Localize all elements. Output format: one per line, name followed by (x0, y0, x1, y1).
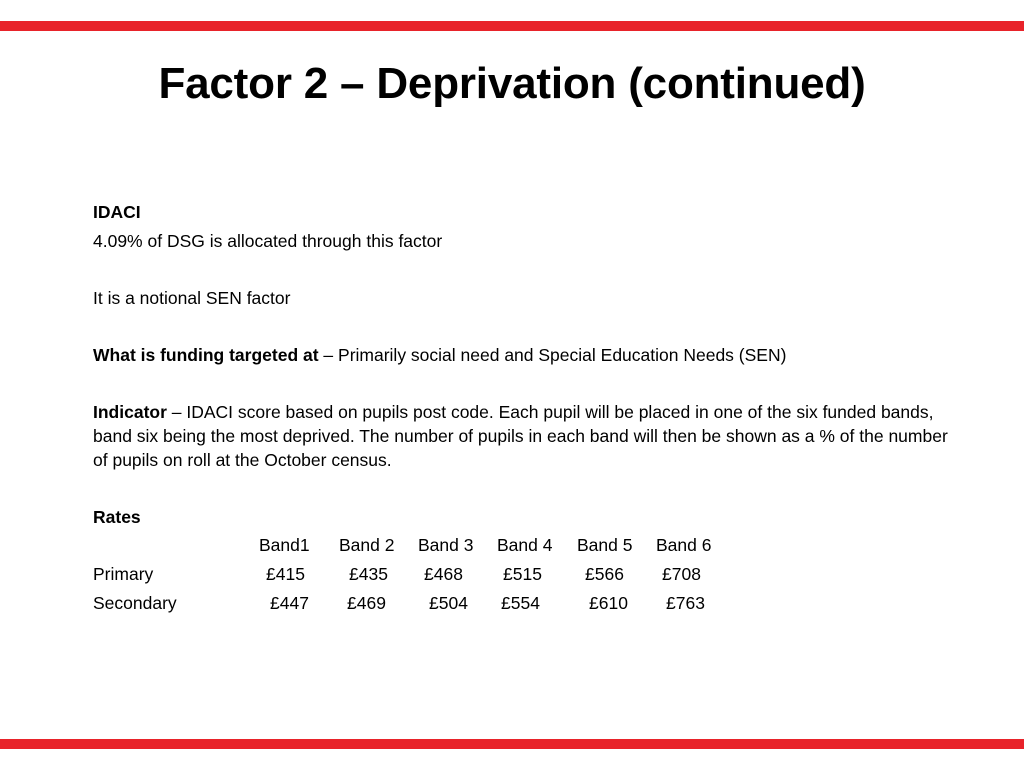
band-header: Band 3 (418, 535, 474, 555)
rates-row-primary (93, 562, 793, 591)
target-text: – Primarily social need and Special Education Needs (SEN) (318, 345, 787, 365)
row-label: Secondary (93, 593, 177, 613)
rate-value: £469 (347, 593, 386, 613)
band-header: Band1 (259, 535, 310, 555)
rate-value: £468 (424, 564, 463, 584)
rate-value: £504 (429, 593, 468, 613)
allocation-text: 4.09% of DSG is allocated through this factor (93, 231, 443, 251)
indicator-paragraph (93, 400, 953, 472)
top-accent-bar (0, 21, 1024, 31)
band-header: Band 6 (656, 535, 712, 555)
rate-value: £415 (266, 564, 305, 584)
rate-value: £566 (585, 564, 624, 584)
target-label: What is funding targeted at (93, 345, 319, 365)
indicator-label: Indicator (93, 402, 167, 422)
rate-value: £708 (662, 564, 701, 584)
rates-heading: Rates (93, 507, 141, 527)
indicator-text: – IDACI score based on pupils post code. Each pupil will be placed in one of the six funded bands, band six being the most deprived. The number of pupils in each band will then be shown as a % of the number of pupils on roll at the October census. (93, 402, 948, 470)
rate-value: £515 (503, 564, 542, 584)
band-header: Band 2 (339, 535, 395, 555)
idaci-heading: IDACI (93, 202, 141, 222)
rates-header-row (93, 533, 793, 562)
slide-body (93, 200, 953, 623)
rate-value: £610 (589, 593, 628, 613)
row-label: Primary (93, 564, 154, 584)
slide-title: Factor 2 – Deprivation (continued) (158, 59, 866, 108)
rate-value: £447 (270, 593, 309, 613)
rates-table (93, 533, 953, 623)
rates-row-secondary (93, 591, 793, 620)
rate-value: £435 (349, 564, 388, 584)
rate-value: £554 (501, 593, 540, 613)
band-header: Band 4 (497, 535, 553, 555)
target-paragraph (93, 343, 953, 367)
notional-text: It is a notional SEN factor (93, 288, 291, 308)
band-header: Band 5 (577, 535, 633, 555)
bottom-accent-bar (0, 739, 1024, 749)
rate-value: £763 (666, 593, 705, 613)
